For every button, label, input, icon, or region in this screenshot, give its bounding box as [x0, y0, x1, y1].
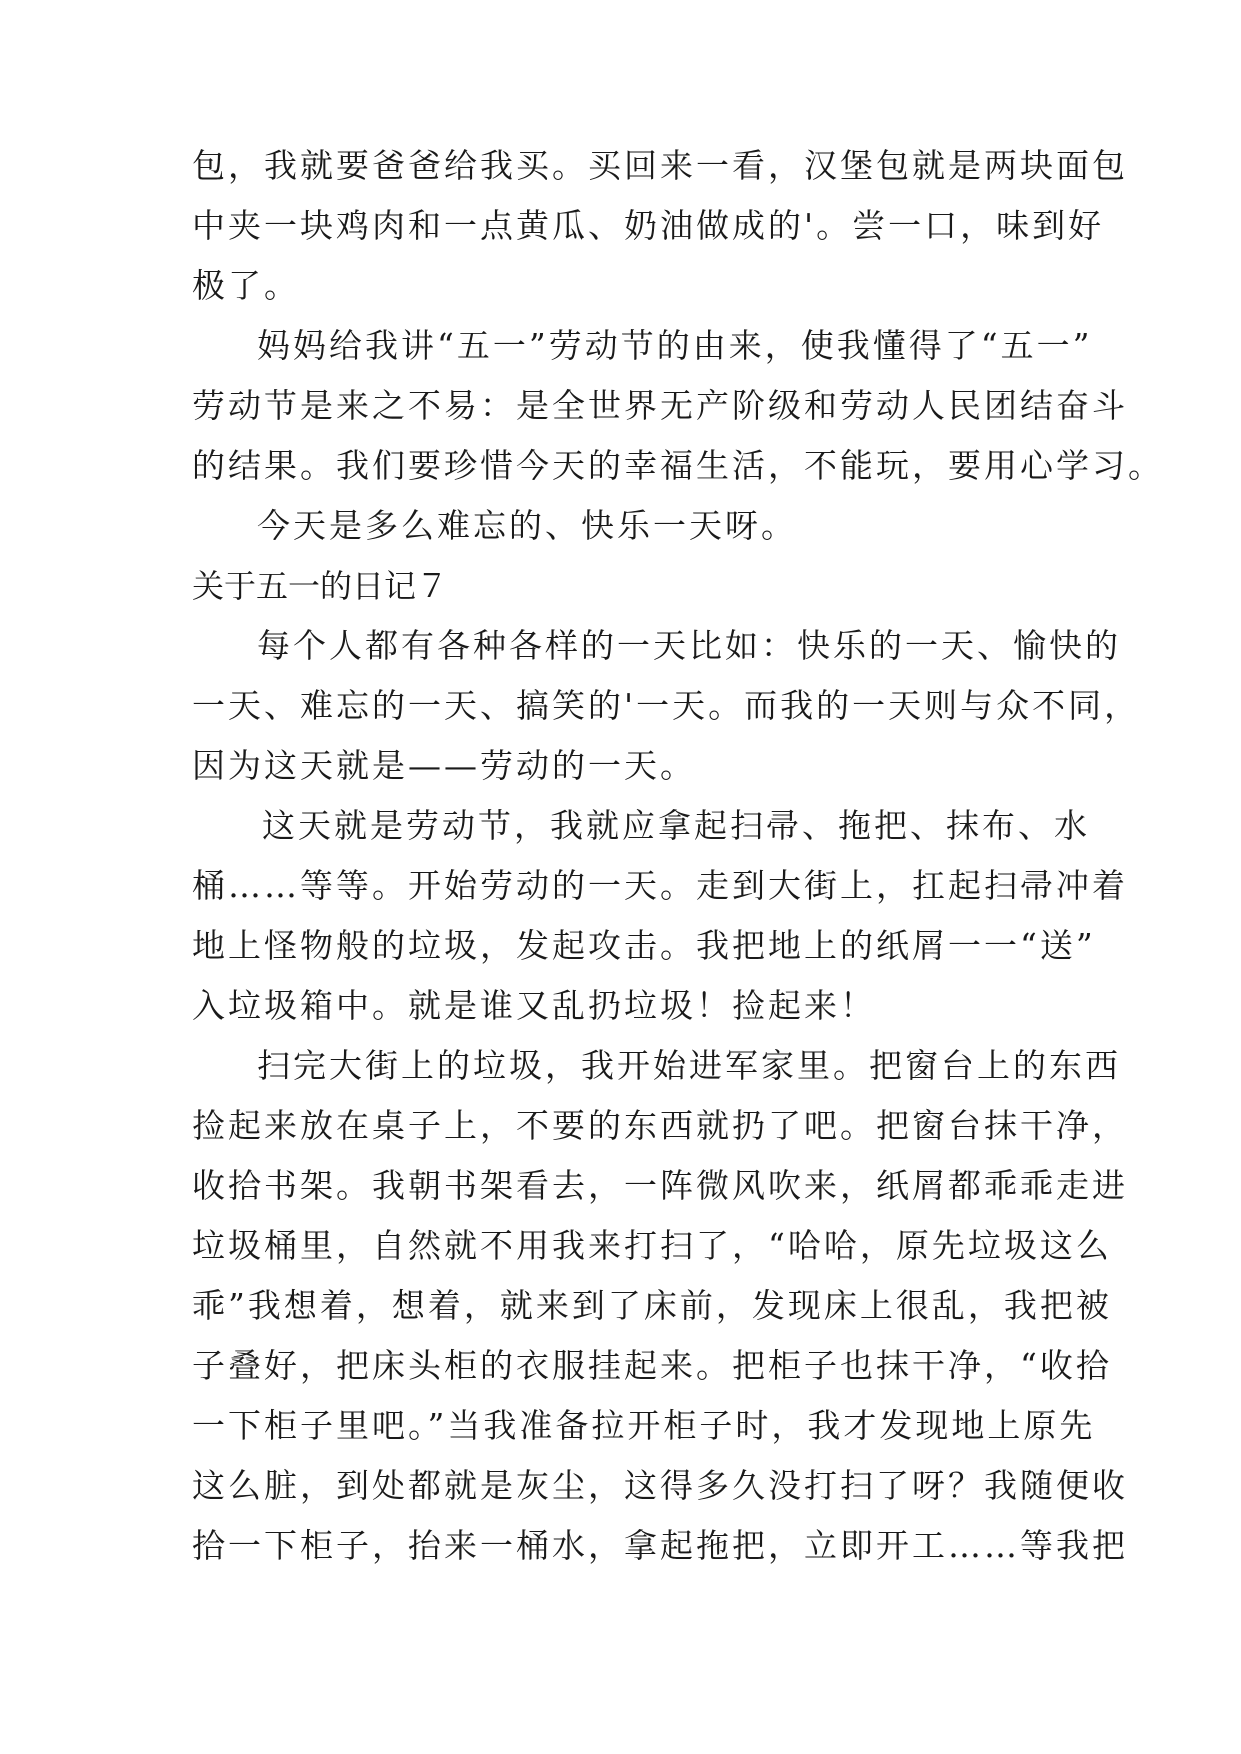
text-line: 今天是多么难忘的、快乐一天呀。 — [257, 506, 797, 545]
text-line: 入垃圾箱中。就是谁又乱扔垃圾！捡起来！ — [192, 986, 876, 1025]
text-line: 每个人都有各种各样的一天比如：快乐的一天、愉快的 — [257, 626, 1121, 665]
text-line: 地上怪物般的垃圾，发起攻击。我把地上的纸屑一一“送” — [192, 926, 1096, 965]
text-line: 妈妈给我讲“五一”劳动节的由来，使我懂得了“五一” — [257, 326, 1093, 365]
text-line: 扫完大街上的垃圾，我开始进军家里。把窗台上的东西 — [257, 1046, 1121, 1085]
text-line: 收拾书架。我朝书架看去，一阵微风吹来，纸屑都乖乖走进 — [192, 1166, 1128, 1205]
text-line: 捡起来放在桌子上，不要的东西就扔了吧。把窗台抹干净， — [192, 1106, 1128, 1145]
text-line: 一天、难忘的一天、搞笑的'一天。而我的一天则与众不同， — [192, 686, 1141, 725]
text-line: 极了。 — [192, 266, 300, 305]
text-line: 乖”我想着，想着，就来到了床前，发现床上很乱，我把被 — [192, 1286, 1112, 1325]
text-line: 一下柜子里吧。”当我准备拉开柜子时，我才发现地上原先 — [192, 1406, 1096, 1445]
text-line: 这么脏，到处都就是灰尘，这得多久没打扫了呀？我随便收 — [192, 1466, 1128, 1505]
text-line: 桶……等等。开始劳动的一天。走到大街上，扛起扫帚冲着 — [192, 866, 1128, 905]
text-line: 因为这天就是——劳动的一天。 — [192, 746, 696, 785]
text-line: 这天就是劳动节，我就应拿起扫帚、拖把、抹布、水 — [262, 806, 1090, 845]
text-line: 包，我就要爸爸给我买。买回来一看，汉堡包就是两块面包 — [192, 146, 1128, 185]
text-line: 的结果。我们要珍惜今天的幸福生活，不能玩，要用心学习。 — [192, 446, 1164, 485]
text-line: 中夹一块鸡肉和一点黄瓜、奶油做成的'。尝一口，味到好 — [192, 206, 1105, 245]
text-line: 劳动节是来之不易：是全世界无产阶级和劳动人民团结奋斗 — [192, 386, 1128, 425]
text-line: 拾一下柜子，抬来一桶水，拿起拖把，立即开工……等我把 — [192, 1526, 1128, 1565]
section-heading: 关于五一的日记７ — [192, 567, 449, 605]
text-line: 垃圾桶里，自然就不用我来打扫了，“哈哈，原先垃圾这么 — [192, 1226, 1112, 1265]
text-line: 子叠好，把床头柜的衣服挂起来。把柜子也抹干净，“收拾 — [192, 1346, 1112, 1385]
